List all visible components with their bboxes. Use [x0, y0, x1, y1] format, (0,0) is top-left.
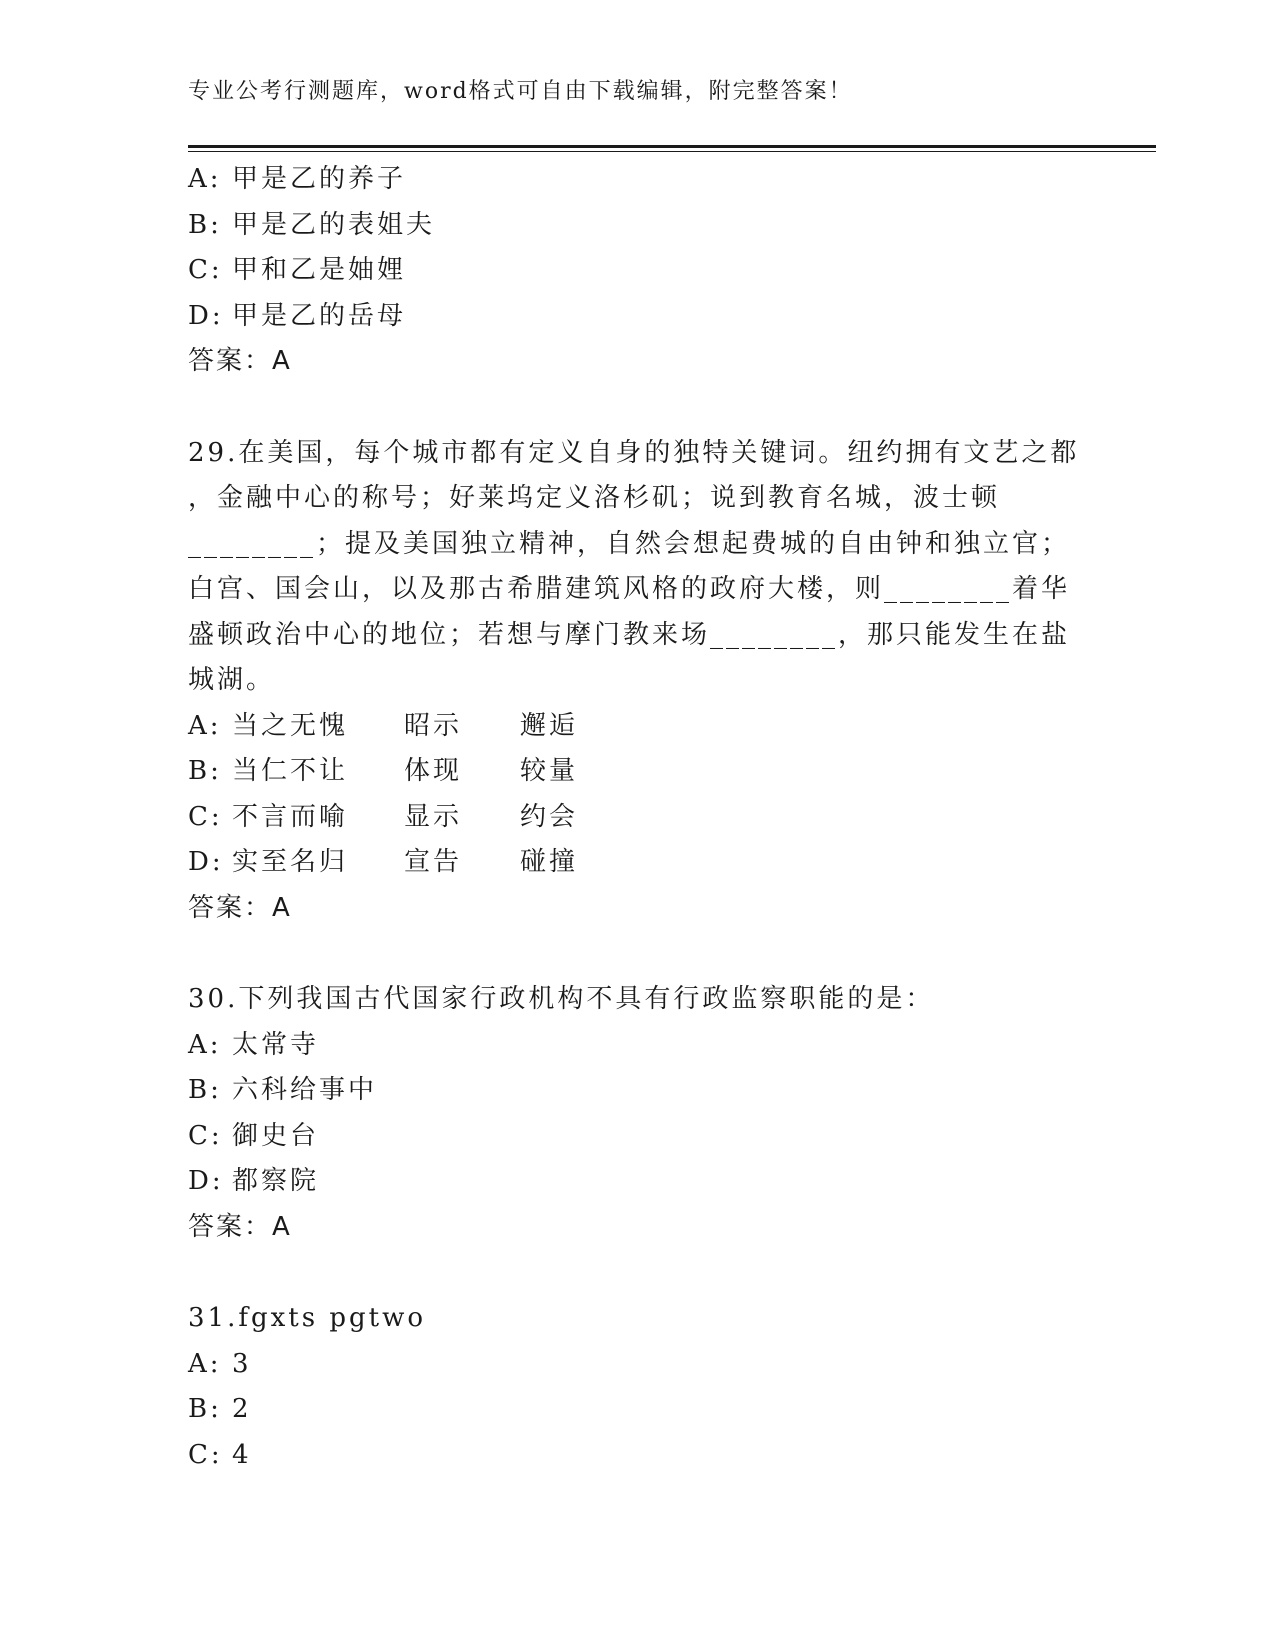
question-29 [188, 431, 1088, 932]
question-29-stem-line: 白宫、国会山，以及那古希腊建筑风格的政府大楼，则________着华 [188, 574, 1071, 604]
question-29-stem-line: ，金融中心的称号；好莱坞定义洛杉矶；说到教育名城，波士顿 [188, 483, 1001, 513]
option-c: C: 甲和乙是妯娌 [188, 255, 407, 285]
header-rule-thick [188, 145, 1156, 148]
option-c: C: 不言而喻 显示 约会 [188, 801, 579, 832]
option-b: B: 2 [188, 1394, 252, 1424]
question-31 [188, 1296, 1088, 1478]
question-28-options [188, 157, 1088, 385]
option-a: A: 3 [188, 1348, 252, 1379]
question-29-stem-line: ________；提及美国独立精神，自然会想起费城的自由钟和独立官； [188, 528, 1071, 559]
question-29-stem-line: 29.在美国，每个城市都有定义自身的独特关键词。纽约拥有文艺之都 [188, 437, 1080, 468]
question-content [188, 157, 1088, 1478]
question-30-stem: 30.下列我国古代国家行政机构不具有行政监察职能的是： [188, 984, 935, 1014]
header-rule-thin [188, 151, 1156, 152]
answer-29: 答案：A [188, 892, 292, 923]
question-29-stem-line: 城湖。 [188, 665, 276, 695]
option-c: C: 御史台 [188, 1120, 320, 1151]
option-d: D: 实至名归 宣告 碰撞 [188, 847, 579, 877]
option-b: B: 六科给事中 [188, 1075, 378, 1105]
option-c: C: 4 [188, 1439, 252, 1470]
option-b: B: 当仁不让 体现 较量 [188, 756, 579, 786]
question-29-stem-line: 盛顿政治中心的地位；若想与摩门教来场________，那只能发生在盐 [188, 619, 1071, 650]
question-31-stem: 31.fgxts pgtwo [188, 1303, 426, 1333]
option-a: A: 太常寺 [188, 1029, 320, 1060]
option-d: D: 都察院 [188, 1166, 320, 1196]
option-a: A: 当之无愧 昭示 邂逅 [188, 710, 579, 741]
option-b: B: 甲是乙的表姐夫 [188, 209, 436, 240]
option-a: A: 甲是乙的养子 [188, 164, 407, 194]
page-header: 专业公考行测题库，word格式可自由下载编辑，附完整答案！ [188, 79, 853, 104]
answer-28: 答案：A [188, 346, 292, 376]
option-d: D: 甲是乙的岳母 [188, 300, 407, 331]
answer-30: 答案：A [188, 1211, 292, 1242]
question-30 [188, 977, 1088, 1250]
